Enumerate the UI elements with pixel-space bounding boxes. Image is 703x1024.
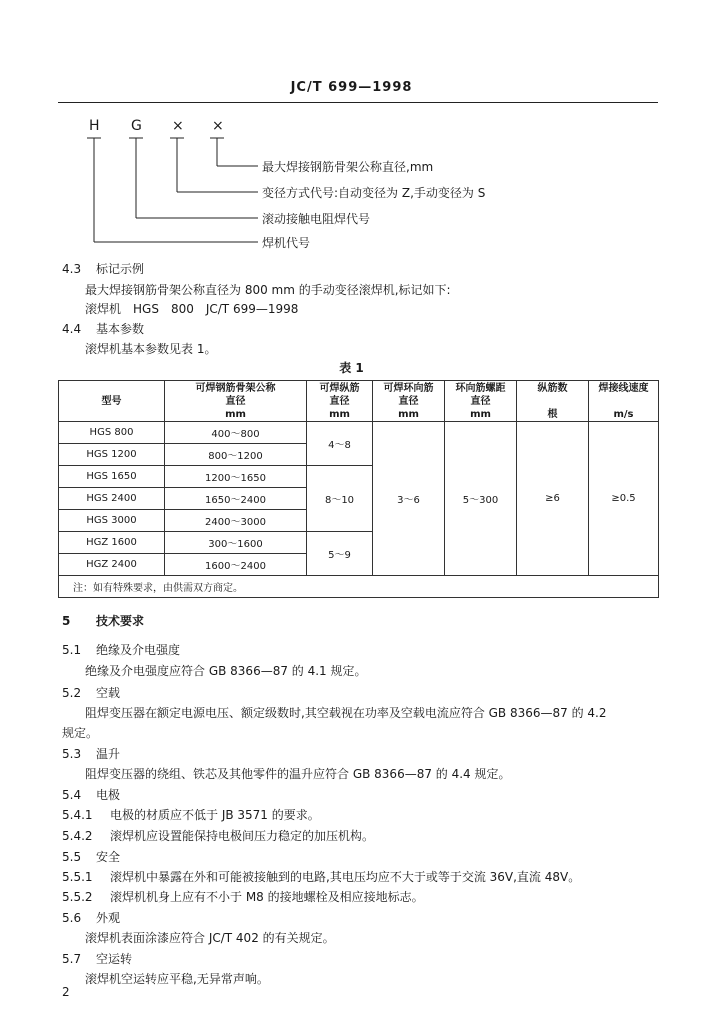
- section-title: 基本参数: [96, 322, 145, 336]
- cell-cage-diameter: 2400～3000: [165, 510, 307, 532]
- cell-ring-pitch: 5～300: [445, 422, 517, 576]
- header-ring-diameter: 可焊环向筋 直径 mm: [373, 381, 445, 422]
- code-letter-x2: ×: [212, 118, 224, 134]
- section-4-3-line1: 最大焊接钢筋骨架公称直径为 800 mm 的手动变径滚焊机,标记如下:: [85, 283, 451, 297]
- section-number: 4.4: [62, 322, 82, 336]
- clause-5-4-2: 5.4.2 滚焊机应设置能保持电极间压力稳定的加压机构。: [62, 829, 375, 843]
- clause-5-3-heading: 5.3 温升: [62, 747, 121, 761]
- section-4-3-heading: [62, 260, 144, 277]
- clause-5-7-text: 滚焊机空运转应平稳,无异常声响。: [85, 972, 269, 986]
- document-header: JC/T 699—1998: [290, 80, 413, 95]
- clause-5-5-1: 5.5.1 滚焊机中暴露在外和可能被接触到的电路,其电压均应不大于或等于交流 36V,直流 48V。: [62, 870, 581, 884]
- cell-model: HGS 2400: [59, 488, 165, 510]
- code-letter-g: G: [131, 118, 142, 134]
- cell-ring-diameter: 3～6: [373, 422, 445, 576]
- header-model: 型号: [59, 381, 165, 422]
- clause-5-6-heading: 5.6 外观: [62, 911, 121, 925]
- table-caption: 表 1: [339, 361, 364, 375]
- section-title: 标记示例: [96, 262, 145, 276]
- clause-5-1-text: 绝缘及介电强度应符合 GB 8366—87 的 4.1 规定。: [85, 664, 367, 678]
- clause-5-2-text1: 阻焊变压器在额定电源电压、额定级数时,其空载视在功率及空载电流应符合 GB 8366—87 的 4.2: [85, 706, 607, 720]
- cell-model: HGS 800: [59, 422, 165, 444]
- header-bar-count: 纵筋数 根: [517, 381, 589, 422]
- table-header-row: [59, 381, 659, 422]
- section-4-3-line2: 滚焊机 HGS 800 JC/T 699—1998: [85, 302, 299, 316]
- clause-5-5-heading: 5.5 安全: [62, 850, 121, 864]
- table-row: [59, 422, 659, 444]
- header-cage-diameter: 可焊钢筋骨架公称 直径 mm: [165, 381, 307, 422]
- clause-5-6-text: 滚焊机表面涂漆应符合 JC/T 402 的有关规定。: [85, 931, 335, 945]
- cell-bar-count: ≥6: [517, 422, 589, 576]
- clause-5-3-text: 阻焊变压器的绕组、铁芯及其他零件的温升应符合 GB 8366—87 的 4.4 规定。: [85, 767, 511, 781]
- cell-model: HGS 1200: [59, 444, 165, 466]
- section-number: 4.3: [62, 262, 82, 276]
- cell-cage-diameter: 800～1200: [165, 444, 307, 466]
- cell-cage-diameter: 1600～2400: [165, 554, 307, 576]
- code-letter-h: H: [89, 118, 100, 134]
- cell-longitudinal-diameter: 5～9: [307, 532, 373, 576]
- clause-5-1-heading: 5.1 绝缘及介电强度: [62, 643, 181, 657]
- clause-5-2-heading: 5.2 空载: [62, 686, 121, 700]
- clause-5-4-heading: 5.4 电极: [62, 788, 121, 802]
- clause-5-7-heading: 5.7 空运转: [62, 952, 133, 966]
- table-note: 注：如有特殊要求，由供需双方商定。: [59, 576, 659, 598]
- header-longitudinal-diameter: 可焊纵筋 直径 mm: [307, 381, 373, 422]
- cell-cage-diameter: 1650～2400: [165, 488, 307, 510]
- section-4-4-heading: [62, 320, 144, 337]
- parameters-table: [58, 380, 659, 598]
- header-ring-pitch: 环向筋螺距 直径 mm: [445, 381, 517, 422]
- page-number: 2: [62, 985, 70, 999]
- cell-model: HGS 1650: [59, 466, 165, 488]
- cell-cage-diameter: 1200～1650: [165, 466, 307, 488]
- cell-cage-diameter: 400～800: [165, 422, 307, 444]
- clause-5-2-text2: 规定。: [62, 726, 99, 740]
- section-title: 技术要求: [96, 614, 145, 628]
- header-welding-speed: 焊接线速度 m/s: [589, 381, 659, 422]
- code-label-roll-welding: 滚动接触电阻焊代号: [262, 212, 371, 226]
- section-4-4-line1: 滚焊机基本参数见表 1。: [85, 342, 217, 356]
- cell-model: HGS 3000: [59, 510, 165, 532]
- code-label-diameter: 最大焊接钢筋骨架公称直径,mm: [262, 160, 434, 174]
- section-number: 5: [62, 614, 71, 628]
- cell-model: HGZ 1600: [59, 532, 165, 554]
- cell-longitudinal-diameter: 4～8: [307, 422, 373, 466]
- cell-cage-diameter: 300～1600: [165, 532, 307, 554]
- cell-welding-speed: ≥0.5: [589, 422, 659, 576]
- table-note-row: [59, 576, 659, 598]
- code-label-welder: 焊机代号: [262, 236, 311, 250]
- code-label-variable-mode: 变径方式代号:自动变径为 Z,手动变径为 S: [262, 186, 486, 200]
- cell-model: HGZ 2400: [59, 554, 165, 576]
- clause-5-4-1: 5.4.1 电极的材质应不低于 JB 3571 的要求。: [62, 808, 320, 822]
- section-5-heading: [62, 612, 144, 629]
- clause-5-5-2: 5.5.2 滚焊机机身上应有不小于 M8 的接地螺栓及相应接地标志。: [62, 890, 424, 904]
- code-letter-x1: ×: [172, 118, 184, 134]
- cell-longitudinal-diameter: 8～10: [307, 466, 373, 532]
